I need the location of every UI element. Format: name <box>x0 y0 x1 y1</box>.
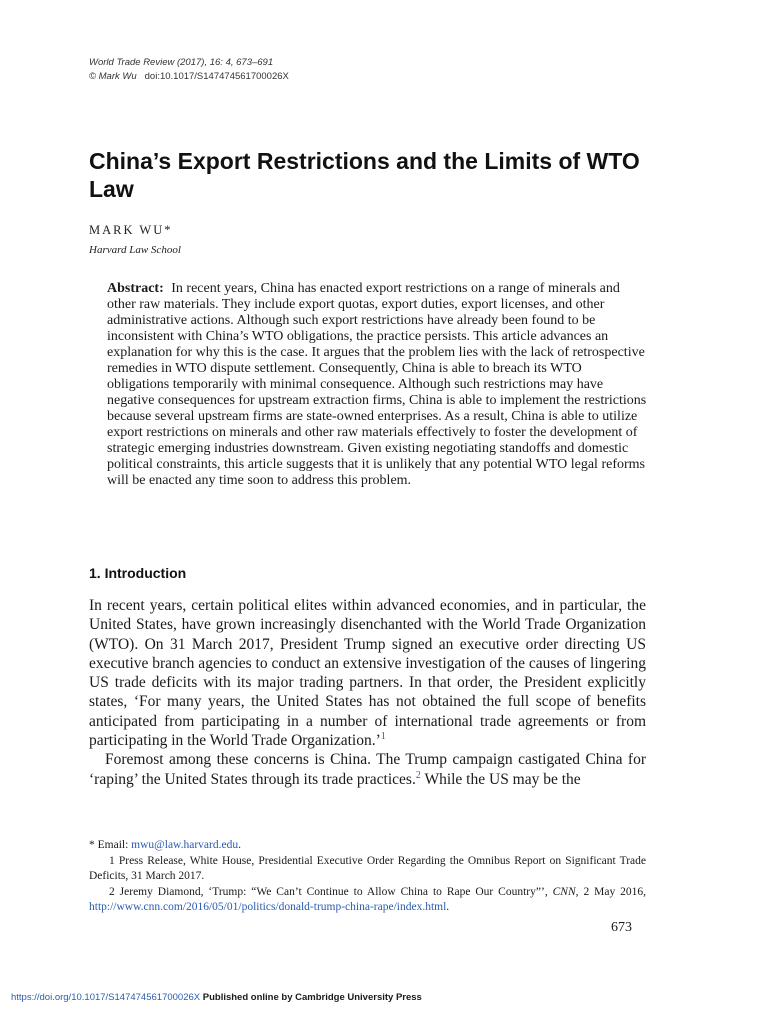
author-email-link[interactable]: mwu@law.harvard.edu <box>131 839 239 851</box>
paragraph-2 <box>89 750 646 789</box>
footnote-2-text-a: 2 Jeremy Diamond, ‘Trump: “We Can’t Continue to Allow China to Rape Our Country”’, <box>109 885 553 898</box>
journal-citation: World Trade Review (2017), 16: 4, 673–691 <box>89 57 274 68</box>
footnote-2-text-c: . <box>446 901 450 913</box>
abstract-label: Abstract: <box>107 281 164 296</box>
article-title: China’s Export Restrictions and the Limits of WTO Law <box>89 148 640 202</box>
author-affiliation: Harvard Law School <box>89 244 181 256</box>
footnote-ref-2[interactable]: 2 <box>415 769 421 781</box>
author-name: MARK WU* <box>89 223 173 237</box>
footnote-star <box>89 838 646 854</box>
abstract-text: In recent years, China has enacted export restrictions on a range of minerals and other raw materials. They include export quotas, export duties, export licenses, and other administrative actions. Although such export restrictions have already been found to be inconsistent with China’s WTO obligations, the practice persists. This article advances an explanation for why this is the case. It argues that the problem lies with the lack of retrospective remedies in WTO dispute settlement. Consequently, China is able to breach its WTO obligations temporarily with minimal consequence. Although such restrictions may have negative consequences for upstream extraction firms, China is able to implement the restrictions because several upstream firms are state-owned enterprises. As a result, China is able to utilize export restrictions on minerals and other raw materials effectively to foster the development of strategic emerging industries downstream. Given existing negotiating standoffs and domestic political constraints, this article suggests that it is unlikely that any potential WTO legal reforms will be enacted any time soon to address this problem. <box>107 281 647 488</box>
section-heading: 1. Introduction <box>89 565 187 581</box>
doi-link[interactable]: https://doi.org/10.1017/S147474561700026X <box>11 992 201 1003</box>
footnotes <box>89 838 646 916</box>
footnote-2 <box>89 885 646 916</box>
footnote-2-text-b: , 2 May 2016, <box>575 885 646 898</box>
paragraph-2-text-a: Foremost among these concerns is China. The Trump campaign castigated China for ‘raping’ the United States through its trade practices. <box>89 751 646 788</box>
page-number: 673 <box>611 920 632 935</box>
footnote-2-source: CNN <box>552 885 576 898</box>
footnote-star-suffix: . <box>238 839 241 851</box>
page-footer <box>11 992 422 1003</box>
paragraph-1-text: In recent years, certain political elites within advanced economies, and in particular, the United States, have grown increasingly disenchanted with the World Trade Organization (WTO). On 31 March 2017, President Trump signed an executive order directing US executive branch agencies to conduct an extensive investigation of the causes of lingering US trade deficits with its major trading partners. In that order, the President explicitly states, ‘For many years, the United States has not obtained the full scope of benefits anticipated from participating in a number of international trade agreements or from participating in the World Trade Organization.’ <box>89 597 646 750</box>
abstract <box>107 281 647 489</box>
footnote-2-url-link[interactable]: http://www.cnn.com/2016/05/01/politics/donald-trump-china-rape/index.html <box>89 901 447 913</box>
doi-text: doi:10.1017/S147474561700026X <box>144 71 289 82</box>
copyright-doi-line <box>89 70 289 84</box>
paragraph-1 <box>89 596 646 750</box>
publisher-note: Published online by Cambridge University Press <box>202 992 422 1003</box>
footnote-1: 1 Press Release, White House, Presidential Executive Order Regarding the Omnibus Report on Significant Trade Deficits, 31 March 2017. <box>89 854 646 882</box>
copyright-notice: © Mark Wu <box>89 71 137 82</box>
footnote-star-prefix: * Email: <box>89 839 132 851</box>
footnote-ref-1[interactable]: 1 <box>380 730 386 742</box>
journal-header <box>89 56 289 84</box>
paragraph-2-text-b: While the US may be the <box>420 770 581 788</box>
body-text <box>89 596 646 789</box>
